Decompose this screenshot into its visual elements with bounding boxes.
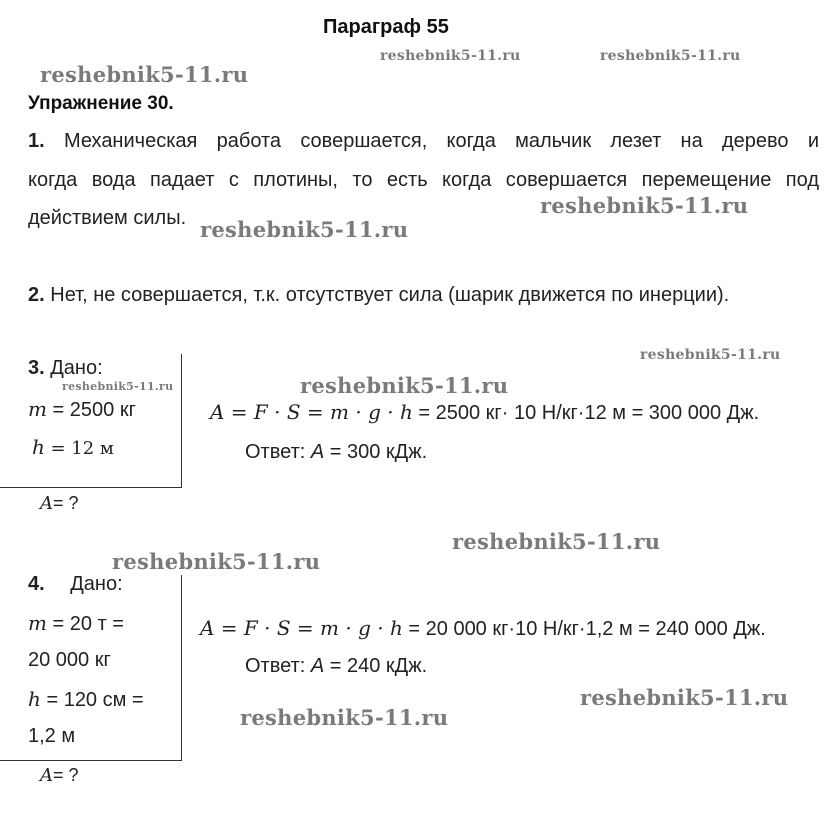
watermark: reshebnik5-11.ru [452,529,661,554]
item2 [28,284,729,307]
watermark: reshebnik5-11.ru [40,62,249,87]
item4-height [28,687,144,712]
watermark: reshebnik5-11.ru [380,48,521,64]
item4-given-heading [28,573,123,596]
item3-answer-symbol: A [310,441,325,463]
item4-find-symbol: A [40,765,53,786]
item3-find-value: = ? [53,493,79,513]
item3-formula [210,400,759,425]
item4-answer-symbol: A [310,655,325,677]
item4-h-value: = 120 см = [46,689,144,711]
item1-line3: действием силы. [28,207,187,229]
item4-answer [245,655,427,678]
item4-formula-rest: = 20 000 кг·10 Н/кг·1,2 м = 240 000 Дж. [402,618,766,640]
page-title: Параграф 55 [323,16,449,38]
item4-mass-converted: 20 000 кг [28,649,111,671]
item4-formula [200,616,766,641]
item4-given-label: Дано: [70,573,123,595]
item3-formula-mgh: m · g · h [330,400,413,424]
item4-answer-value: = 240 кДж. [324,655,428,677]
item4-answer-label: Ответ: [245,655,311,677]
watermark: reshebnik5-11.ru [580,685,789,710]
item3-given-heading [28,357,103,380]
watermark: reshebnik5-11.ru [112,549,321,574]
given-box-right-border [181,575,182,761]
item4-m-symbol: m [28,611,47,635]
item4-mass [28,611,124,636]
item4-h-symbol: h [28,687,41,711]
item3-find-symbol: A [40,493,53,514]
item3-formula-start: A = F · S = [210,400,331,424]
given-box-right-border [181,354,182,488]
item4-find [40,765,79,786]
watermark: reshebnik5-11.ru [200,217,409,242]
item2-number: 2. [28,284,45,306]
item3-number: 3. [28,357,45,379]
given-box-bottom-border [0,760,182,761]
item4-number: 4. [28,573,45,595]
exercise-heading: Упражнение 30. [28,93,174,114]
item1-line1 [28,130,819,153]
item3-formula-rest: = 2500 кг· 10 Н/кг·12 м = 300 000 Дж. [412,402,760,424]
item4-formula-mgh: m · g · h [320,616,403,640]
watermark: reshebnik5-11.ru [300,373,509,398]
item1-line2: когда вода падает с плотины, то есть когда совершается перемещение под [28,169,819,191]
watermark: reshebnik5-11.ru [600,48,741,64]
item3-given-label: Дано: [50,357,103,379]
item3-h-value: = 12 м [50,438,114,459]
item4-height-converted: 1,2 м [28,725,76,747]
item3-m-symbol: m [28,397,47,421]
item3-answer-label: Ответ: [245,441,311,463]
given-box-bottom-border [0,487,182,488]
item3-find [40,493,79,514]
item1-text-line1: Механическая работа совершается, когда мальчик лезет на дерево и [63,130,819,152]
item2-text: Нет, не совершается, т.к. отсутствует сила (шарик движется по инерции). [50,284,730,306]
item3-mass [28,397,136,422]
watermark: reshebnik5-11.ru [62,380,174,393]
item3-h-symbol: h [32,435,45,459]
item3-m-value: = 2500 кг [52,399,136,421]
item3-height [32,435,114,460]
item1-number: 1. [28,130,45,152]
item4-find-value: = ? [53,765,79,785]
item4-m-value: = 20 т = [52,613,124,635]
item4-formula-start: A = F · S = [200,616,321,640]
watermark: reshebnik5-11.ru [540,193,749,218]
watermark: reshebnik5-11.ru [640,347,781,363]
item3-answer-value: = 300 кДж. [324,441,428,463]
item3-answer [245,441,427,464]
watermark: reshebnik5-11.ru [240,705,449,730]
